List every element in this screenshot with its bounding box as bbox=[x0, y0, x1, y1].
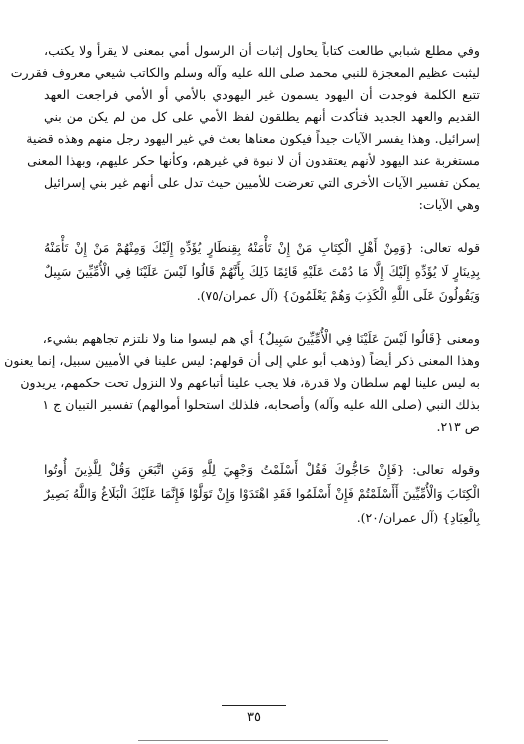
paragraph-gap bbox=[44, 444, 480, 458]
text-line: يمكن تفسير الآيات الأخرى التي تعرضت للأميين حيث تدل على أنهم غير بني إسرائيل bbox=[44, 175, 480, 190]
verse-line: بِدِينَارٍ لَا يُؤَدِّهِ إِلَيْكَ إِلَّا مَا دُمْتَ عَلَيْهِ قَائِمًا ذَلِكَ بِأَنَّهُمْ قَالُوا لَيْسَ عَلَيْنَا فِي الْأُمِّيِّينَ سَبِيلٌ bbox=[44, 264, 480, 279]
text-line: بذلك النبي (صلى الله عليه وآله) وأصحابه، فلذلك استحلوا أموالهم) تفسير التبيان ج ١ bbox=[42, 397, 480, 412]
text-line: ص ٢١٣. bbox=[436, 419, 480, 434]
page-number-rule bbox=[222, 705, 286, 706]
text-line: وهذا المعنى ذكر أيضاً (وذهب أبو علي إلى أن قولهم: ليس علينا في الأميين سبيل، إنما يعنون bbox=[4, 353, 480, 368]
text-line: تتبع الكلمة فوجدت أن اليهود يسمون غير اليهودي بالأمي أو الأمي فراجعت العهد bbox=[44, 87, 480, 102]
paragraph-commentary bbox=[4, 328, 480, 438]
paragraph-gap bbox=[44, 222, 480, 236]
paragraph-gap bbox=[44, 314, 480, 328]
text-line: القديم والعهد الجديد فتأكدت أنهم يطلقون لفظ الأمي على كل من لم يكن من بني bbox=[44, 109, 480, 124]
text-line: مستغربة عند اليهود لأنهم يعتقدون أن لا نبوة في غيرهم، وكأنها حكر عليهم، وبهذا المعنى bbox=[27, 153, 480, 168]
text-line: وهي الآيات: bbox=[418, 197, 480, 212]
verse-line: قوله تعالى: {وَمِنْ أَهْلِ الْكِتَابِ مَنْ إِنْ تَأْمَنْهُ بِقِنطَارٍ يُؤَدِّهِ إِلَيْكَ وَمِنْهُمْ مَنْ إِنْ تَأْمَنْهُ bbox=[44, 240, 480, 255]
text-line: إسرائيل. وهذا يفسر الآيات جيداً فيكون معناها بعث في غير اليهود رجل منهم وهذه قضية bbox=[26, 131, 480, 146]
paragraph-intro bbox=[10, 40, 480, 216]
footer-divider bbox=[138, 740, 388, 741]
quran-verse-al-imran-75 bbox=[44, 236, 480, 308]
verse-line: وَيَقُولُونَ عَلَى اللَّهِ الْكَذِبَ وَهُمْ يَعْلَمُونَ} (آل عمران/٧٥). bbox=[196, 288, 480, 303]
text-line: به ليس علينا لهم سلطان ولا قدرة، فلا يجب علينا أتباعهم ولا النزول تحت حكمهم، يريدون bbox=[20, 375, 480, 390]
text-line: وفي مطلع شبابي طالعت كتاباً يحاول إثبات أن الرسول أمي بمعنى لا يقرأ ولا يكتب، bbox=[44, 43, 480, 58]
page-body bbox=[4, 40, 480, 536]
page-number: ٣٥ bbox=[247, 710, 261, 725]
verse-line: الْكِتَابَ وَالْأُمِّيِّينَ أَأَسْلَمْتُمْ فَإِنْ أَسْلَمُوا فَقَدِ اهْتَدَوْا وَإِنْ تَوَلَّوْا فَإِنَّمَا عَلَيْكَ الْبَلَاغُ وَاللَّهُ بَصِيرٌ bbox=[44, 486, 480, 501]
text-line: ومعنى {قَالُوا لَيْسَ عَلَيْنَا فِي الْأُمِّيِّينَ سَبِيلٌ} أي هم ليسوا منا ولا نلتزم تجاههم بشيء، bbox=[42, 331, 480, 346]
verse-line: وقوله تعالى: {فَإِنْ حَاجُّوكَ فَقُلْ أَسْلَمْتُ وَجْهِيَ لِلَّهِ وَمَنِ اتَّبَعَنِ وَقُلْ لِلَّذِينَ أُوتُوا bbox=[44, 462, 480, 477]
verse-line: بِالْعِبَادِ} (آل عمران/٢٠). bbox=[356, 510, 480, 525]
quran-verse-al-imran-20 bbox=[44, 458, 480, 530]
text-line: ليثبت عظيم المعجزة للنبي محمد صلى الله عليه وآله وسلم والكاتب شيعي معروف فقررت bbox=[10, 65, 480, 80]
